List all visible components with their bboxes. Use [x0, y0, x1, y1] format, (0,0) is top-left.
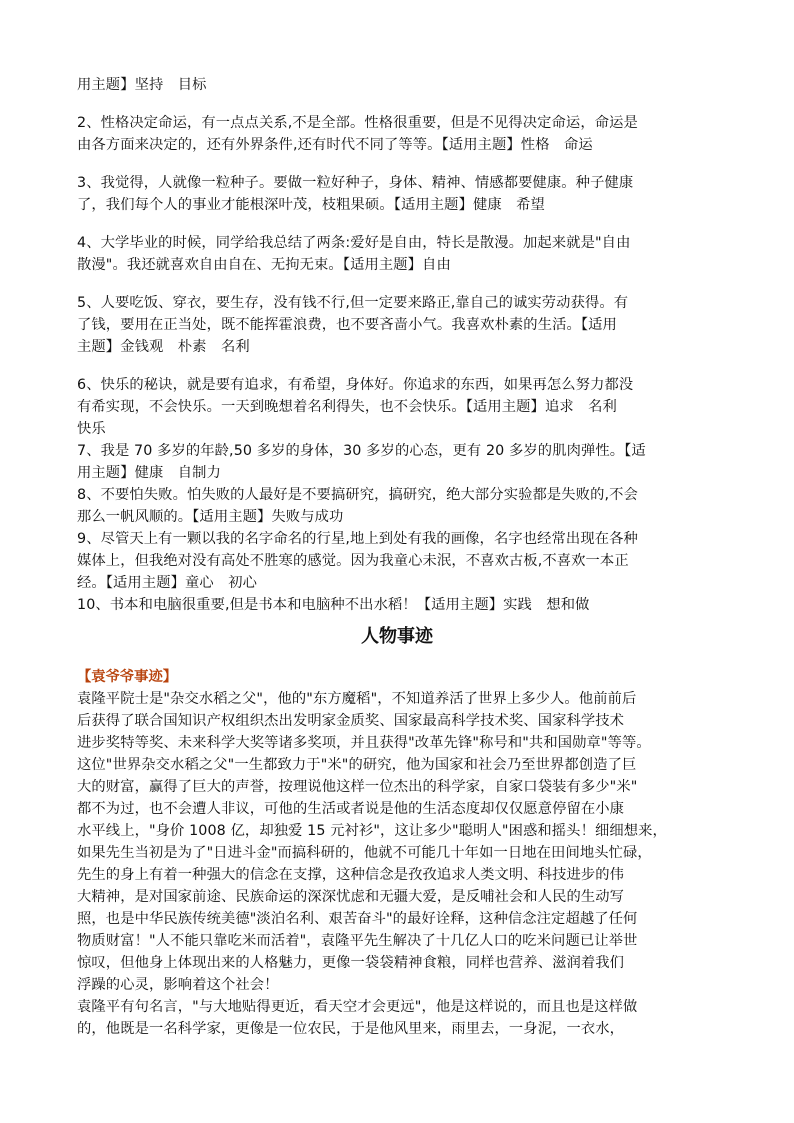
paragraph-gap: [77, 156, 717, 172]
story-line: 都不为过，也不会遭人非议，可他的生活或者说是他的生活态度却仅仅愿意停留在小康: [77, 801, 625, 817]
text-line: 经。【适用主题】童心 初心: [77, 575, 258, 591]
text-line: 10、书本和电脑很重要,但是书本和电脑种不出水稻！【适用主题】实践 想和做: [77, 597, 590, 613]
story-heading: 【袁爷爷事迹】: [77, 669, 178, 685]
text-line: 7、我是 70 多岁的年龄,50 多岁的身体，30 多岁的心态，更有 20 多岁的肌肉弹性。【适: [77, 443, 646, 459]
text-line: 有希实现，不会快乐。一天到晚想着名利得失，也不会快乐。【适用主题】追求 名利: [77, 399, 617, 415]
text-line: 8、不要怕失败。怕失败的人最好是不要搞研究，搞研究，绝大部分实验都是失败的,不会: [77, 487, 638, 503]
story-line: 后获得了联合国知识产权组织杰出发明家金质奖、国家最高科学技术奖、国家科学技术: [77, 713, 625, 729]
story-line: 如果先生当初是为了"日进斗金"而搞科研的，他就不可能几十年如一日地在田间地头忙碌，: [77, 845, 652, 861]
text-line: 了，我们每个人的事业才能根深叶茂，枝粗果硕。【适用主题】健康 希望: [77, 197, 545, 213]
story-line: 浮躁的心灵，影响着这个社会！: [77, 977, 279, 993]
text-line: 5、人要吃饭、穿衣，要生存，没有钱不行,但一定要来路正,靠自己的诚实劳动获得。有: [77, 295, 629, 311]
text-line: 散漫"。我还就喜欢自由自在、无拘无束。【适用主题】自由: [77, 257, 451, 273]
story-line: 照，也是中华民族传统美德"淡泊名利、艰苦奋斗"的最好诠释，这种信念注定超越了任何: [77, 911, 638, 927]
text-line: 主题】金钱观 朴素 名利: [77, 339, 250, 355]
story-line: 大的财富，赢得了巨大的声誉，按理说他这样一位杰出的科学家，自家口袋装有多少"米": [77, 779, 638, 795]
paragraph-gap: [77, 96, 717, 112]
text-line: 用主题】健康 自制力: [77, 465, 221, 481]
section-title: 人物事迹: [361, 626, 433, 647]
story-line: 大精神，是对国家前途、民族命运的深深忧虑和无疆大爱，是反哺社会和人民的生动写: [77, 889, 625, 905]
story-line: 物质财富！"人不能只靠吃米而活着"，袁隆平先生解决了十几亿人口的吃米问题已让举世: [77, 933, 638, 949]
story-line: 惊叹，但他身上体现出来的人格魅力，更像一袋袋精神食粮，同样也营养、滋润着我们: [77, 955, 625, 971]
document-page: [77, 74, 717, 1040]
text-line: 那么一帆风顺的。【适用主题】失败与成功: [77, 509, 344, 525]
text-line: 了钱，要用在正当处，既不能挥霍浪费，也不要吝啬小气。我喜欢朴素的生活。【适用: [77, 317, 617, 333]
text-line: 用主题】坚持 目标: [77, 77, 207, 93]
story-line: 先生的身上有着一种强大的信念在支撑，这种信念是孜孜追求人类文明、科技进步的伟: [77, 867, 625, 883]
text-line: 6、快乐的秘诀，就是要有追求，有希望，身体好。你追求的东西，如果再怎么努力都没: [77, 377, 634, 393]
story-line: 这位"世界杂交水稻之父"一生都致力于"米"的研究，他为国家和社会乃至世界都创造了巨: [77, 757, 637, 773]
story-section: [77, 688, 717, 1040]
paragraph-gap: [77, 276, 717, 292]
paragraph-gap: [77, 216, 717, 232]
text-line: 快乐: [77, 421, 106, 437]
text-line: 媒体上，但我绝对没有高处不胜寒的感觉。因为我童心未泯，不喜欢古板,不喜欢一本正: [77, 553, 629, 569]
story-line: 的，他既是一名科学家，更像是一位农民，于是他风里来，雨里去，一身泥，一衣水，: [77, 1021, 625, 1037]
text-line: 4、大学毕业的时候，同学给我总结了两条:爱好是自由，特长是散漫。加起来就是"自由: [77, 235, 631, 251]
text-line: 9、尽管天上有一颗以我的名字命名的行星,地上到处有我的画像，名字也经常出现在各种: [77, 531, 638, 547]
paragraph-gap: [77, 358, 717, 374]
story-line: 水平线上，"身价 1008 亿，却独爱 15 元衬衫"，这让多少"聪明人"困惑和摇头！细细想来，: [77, 823, 667, 839]
quotes-section: [77, 74, 717, 616]
story-line: 进步奖特等奖、未来科学大奖等诸多奖项，并且获得"改革先锋"称号和"共和国勋章"等等。: [77, 735, 651, 751]
text-line: 由各方面来决定的，还有外界条件,还有时代不同了等等。【适用主题】性格 命运: [77, 137, 593, 153]
text-line: 2、性格决定命运，有一点点关系,不是全部。性格很重要，但是不见得决定命运，命运是: [77, 115, 638, 131]
story-line: 袁隆平有句名言，"与大地贴得更近，看天空才会更远"，他是这样说的，而且也是这样做: [77, 999, 638, 1015]
text-line: 3、我觉得，人就像一粒种子。要做一粒好种子，身体、精神、情感都要健康。种子健康: [77, 175, 634, 191]
story-line: 袁隆平院士是"杂交水稻之父"，他的"东方魔稻"，不知道养活了世界上多少人。他前前后: [77, 691, 637, 707]
